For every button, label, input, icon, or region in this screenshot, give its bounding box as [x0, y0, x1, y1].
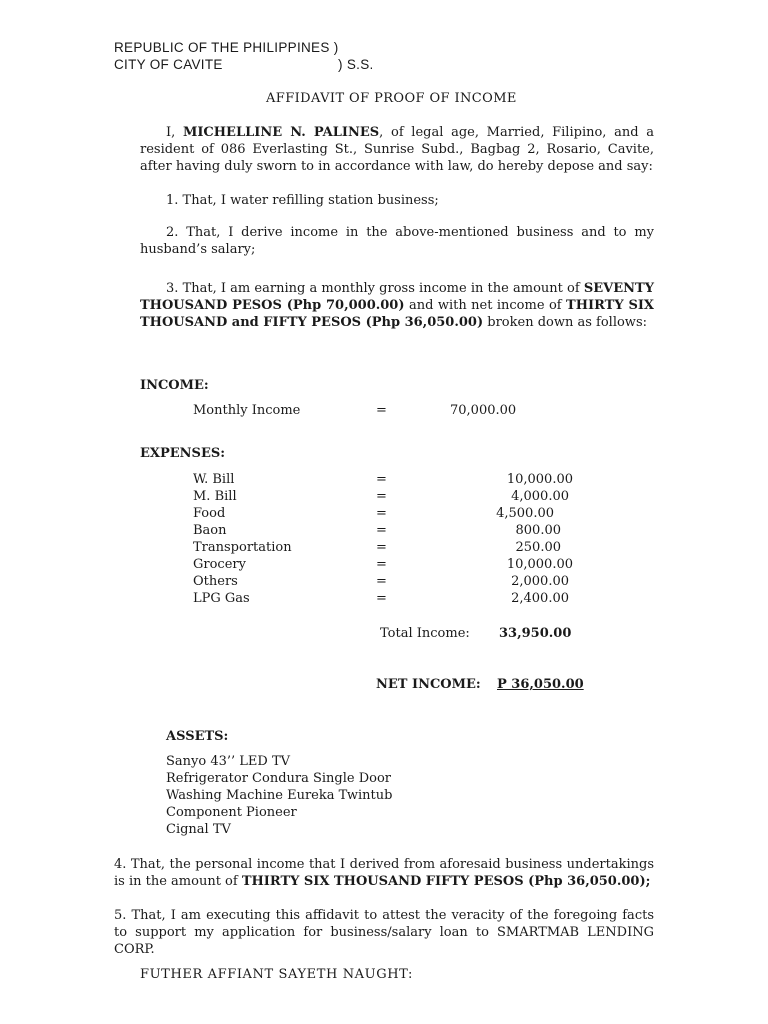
item-1: 1. That, I water refilling station business; — [166, 193, 439, 208]
expense-value: 250.00 — [515, 540, 561, 555]
expense-label: M. Bill — [193, 489, 237, 504]
income-label: Monthly Income — [193, 403, 301, 418]
assets-heading: ASSETS: — [166, 729, 229, 744]
expense-eq: = — [376, 574, 387, 589]
total-income-value: 33,950.00 — [499, 626, 572, 641]
asset-item: Component Pioneer — [166, 805, 297, 820]
expense-label: Others — [193, 574, 238, 589]
income-heading: INCOME: — [140, 378, 209, 393]
expense-value: 10,000.00 — [506, 472, 573, 487]
expense-label: Transportation — [193, 540, 292, 555]
expense-label: W. Bill — [193, 472, 235, 487]
income-eq: = — [376, 403, 387, 418]
income-value: 70,000.00 — [450, 403, 517, 418]
closing-statement: FUTHER AFFIANT SAYETH NAUGHT: — [140, 967, 413, 982]
net-income-label: NET INCOME: — [376, 677, 481, 692]
expense-label: Baon — [193, 523, 227, 538]
expense-label: Food — [193, 506, 226, 521]
expense-value: 4,000.00 — [511, 489, 569, 504]
expense-eq: = — [376, 540, 387, 555]
expense-eq: = — [376, 523, 387, 538]
intro-pre: I, — [166, 125, 183, 140]
expense-value: 800.00 — [515, 523, 561, 538]
total-income-label: Total Income: — [380, 626, 470, 641]
header-ss: ) S.S. — [338, 57, 374, 72]
asset-item: Sanyo 43’’ LED TV — [166, 754, 291, 769]
net-income-words: THIRTY SIX THOUSAND and FIFTY PESOS (Php 36,050.00) — [140, 298, 654, 330]
expense-eq: = — [376, 489, 387, 504]
item-3 — [140, 280, 654, 331]
item-3-mid: and with net income of — [404, 298, 567, 313]
personal-income-words: THIRTY SIX THOUSAND FIFTY PESOS (Php 36,050.00); — [241, 874, 651, 889]
affiant-name: MICHELLINE N. PALINES — [182, 125, 380, 140]
item-4-pre: 4. That, the personal income that I derived from aforesaid business undertakings is in the amount of — [114, 857, 654, 889]
item-3-pre: 3. That, I am earning a monthly gross income in the amount of — [166, 281, 584, 296]
expense-label: Grocery — [193, 557, 246, 572]
expense-value: 2,400.00 — [511, 591, 569, 606]
item-3-post: broken down as follows: — [483, 315, 647, 330]
document-title: AFFIDAVIT OF PROOF OF INCOME — [266, 91, 517, 106]
expense-eq: = — [376, 506, 387, 521]
asset-item: Washing Machine Eureka Twintub — [166, 788, 393, 803]
asset-item: Refrigerator Condura Single Door — [166, 771, 392, 786]
item-5: 5. That, I am executing this affidavit to attest the veracity of the foregoing facts to support my application for business/salary loan to SMARTMAB LENDING CORP. — [114, 908, 654, 957]
expense-eq: = — [376, 591, 387, 606]
intro-paragraph — [140, 124, 654, 175]
asset-item: Cignal TV — [166, 822, 231, 837]
header-republic: REPUBLIC OF THE PHILIPPINES ) — [114, 40, 339, 55]
expense-label: LPG Gas — [193, 591, 250, 606]
expenses-heading: EXPENSES: — [140, 446, 226, 461]
expense-eq: = — [376, 557, 387, 572]
net-income-value: P 36,050.00 — [497, 677, 584, 692]
expense-eq: = — [376, 472, 387, 487]
item-2: 2. That, I derive income in the above-mentioned business and to my husband’s salary; — [140, 225, 654, 257]
gross-income-words: SEVENTY THOUSAND PESOS (Php 70,000.00) — [140, 281, 654, 313]
expense-value: 4,500.00 — [496, 506, 554, 521]
intro-post: , of legal age, Married, Filipino, and a resident of 086 Everlasting St., Sunrise Subd., Bagbag 2, Rosario, Cavite, after having duly sworn to in accordance with law, do hereby depose and say: — [140, 125, 654, 174]
expense-value: 2,000.00 — [511, 574, 569, 589]
header-city: CITY OF CAVITE — [114, 57, 223, 72]
expense-value: 10,000.00 — [506, 557, 573, 572]
item-4 — [114, 856, 654, 890]
